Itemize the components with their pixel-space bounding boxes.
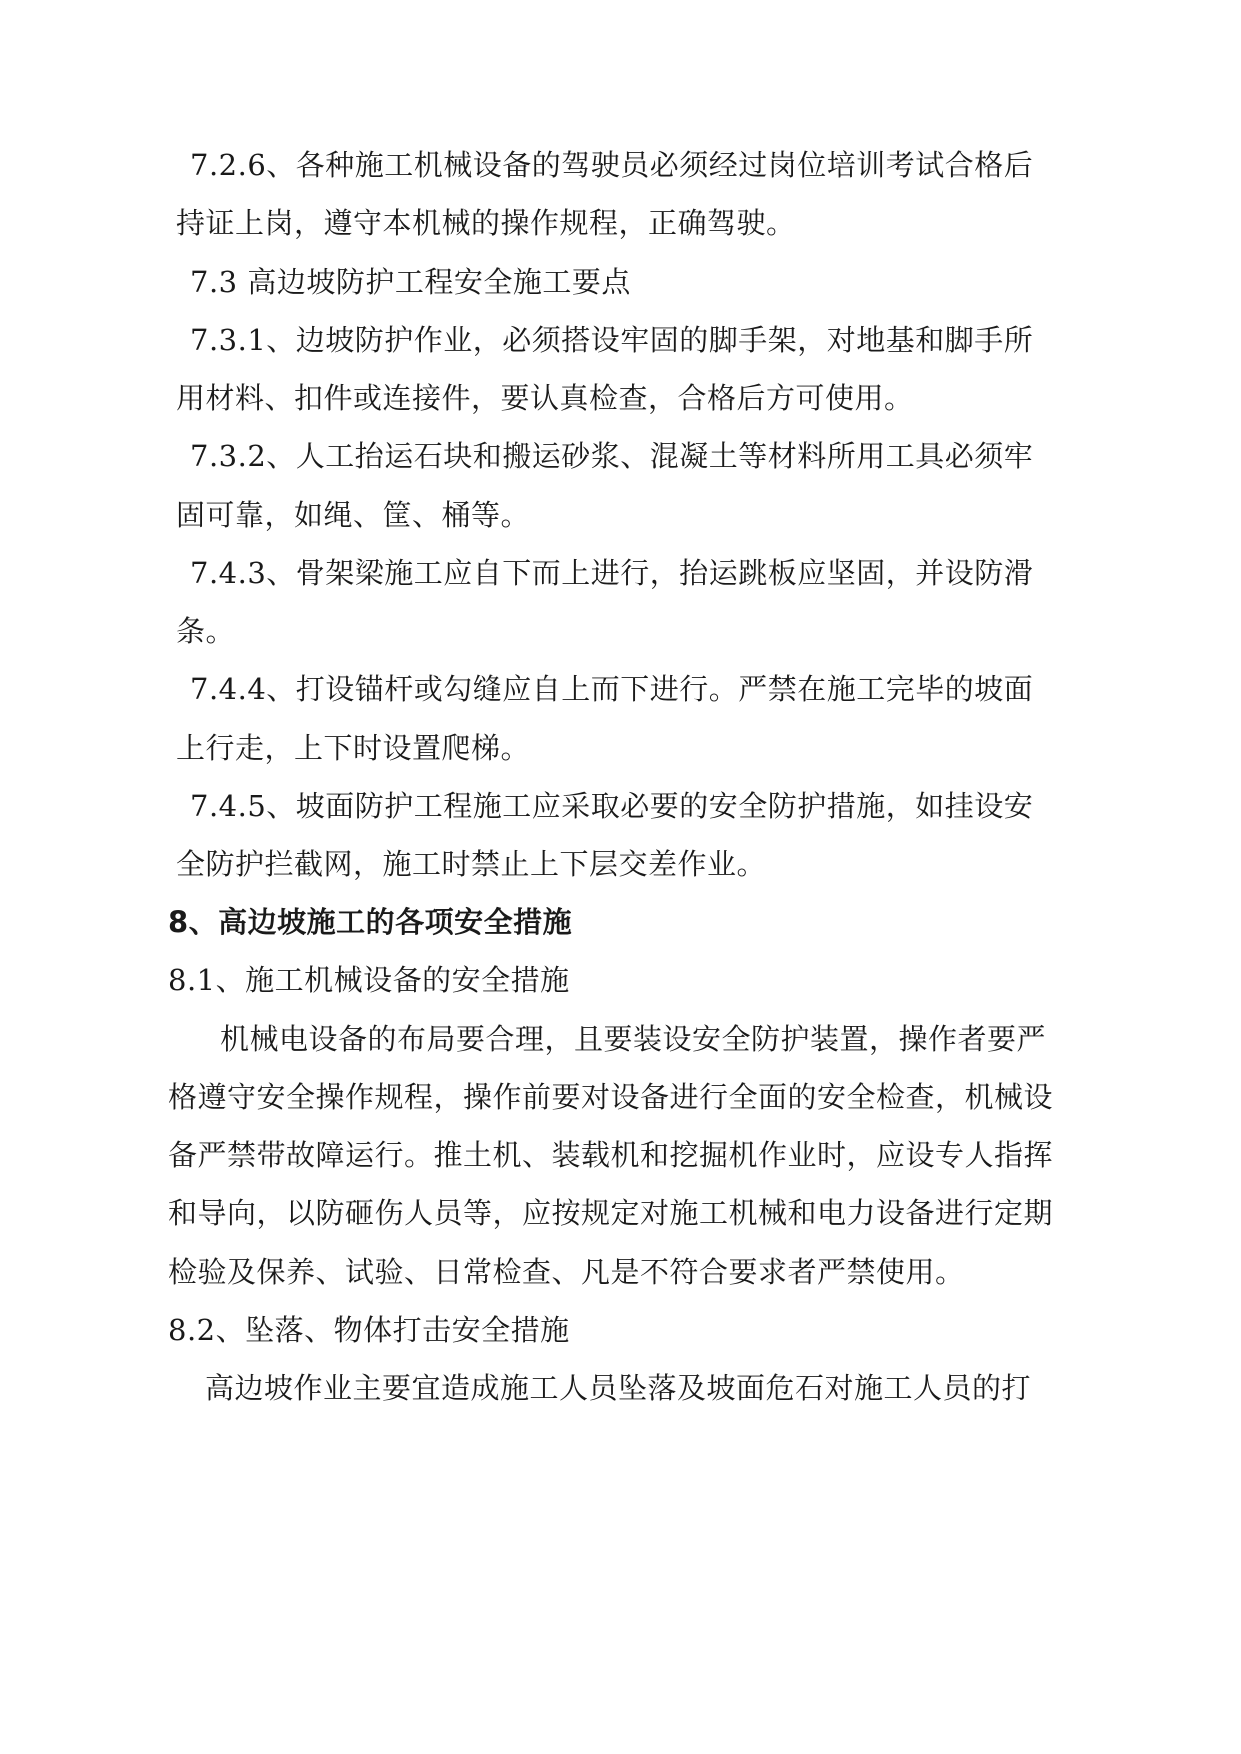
paragraph-8-1-line-2: 格遵守安全操作规程，操作前要对设备进行全面的安全检查，机械设 bbox=[168, 1080, 1054, 1114]
text-line-7-3-1-a: 7.3.1、边坡防护作业，必须搭设牢固的脚手架，对地基和脚手所 bbox=[190, 323, 1034, 357]
text-line-7-2-6-a: 7.2.6、各种施工机械设备的驾驶员必须经过岗位培训考试合格后 bbox=[190, 148, 1034, 182]
text-line-7-2-6-b: 持证上岗，遵守本机械的操作规程，正确驾驶。 bbox=[176, 206, 796, 240]
text-line-7-3-2-b: 固可靠，如绳、筐、桶等。 bbox=[176, 498, 531, 532]
text-line-7-4-4-b: 上行走，上下时设置爬梯。 bbox=[176, 731, 531, 765]
text-line-7-3-1-b: 用材料、扣件或连接件，要认真检查，合格后方可使用。 bbox=[176, 381, 914, 415]
section-heading-7-3: 7.3 高边坡防护工程安全施工要点 bbox=[190, 265, 631, 299]
paragraph-8-1-line-4: 和导向，以防砸伤人员等，应按规定对施工机械和电力设备进行定期 bbox=[168, 1196, 1054, 1230]
paragraph-8-1-line-3: 备严禁带故障运行。推土机、装载机和挖掘机作业时，应设专人指挥 bbox=[168, 1138, 1054, 1172]
text-line-7-4-3-a: 7.4.3、骨架梁施工应自下而上进行，抬运跳板应坚固，并设防滑 bbox=[190, 556, 1034, 590]
subsection-heading-8-2: 8.2、坠落、物体打击安全措施 bbox=[168, 1313, 570, 1347]
text-line-7-3-2-a: 7.3.2、人工抬运石块和搬运砂浆、混凝土等材料所用工具必须牢 bbox=[190, 439, 1034, 473]
section-heading-8: 8、高边坡施工的各项安全措施 bbox=[168, 905, 573, 939]
subsection-heading-8-1: 8.1、施工机械设备的安全措施 bbox=[168, 963, 570, 997]
text-line-7-4-3-b: 条。 bbox=[176, 614, 236, 648]
text-line-7-4-5-b: 全防护拦截网，施工时禁止上下层交差作业。 bbox=[176, 847, 767, 881]
paragraph-8-1-line-1: 机械电设备的布局要合理，且要装设安全防护装置，操作者要严 bbox=[220, 1022, 1047, 1056]
text-line-7-4-5-a: 7.4.5、坡面防护工程施工应采取必要的安全防护措施，如挂设安 bbox=[190, 789, 1034, 823]
paragraph-8-2-line-1: 高边坡作业主要宜造成施工人员坠落及坡面危石对施工人员的打 bbox=[205, 1371, 1032, 1405]
text-line-7-4-4-a: 7.4.4、打设锚杆或勾缝应自上而下进行。严禁在施工完毕的坡面 bbox=[190, 672, 1034, 706]
paragraph-8-1-line-5: 检验及保养、试验、日常检查、凡是不符合要求者严禁使用。 bbox=[168, 1255, 965, 1289]
